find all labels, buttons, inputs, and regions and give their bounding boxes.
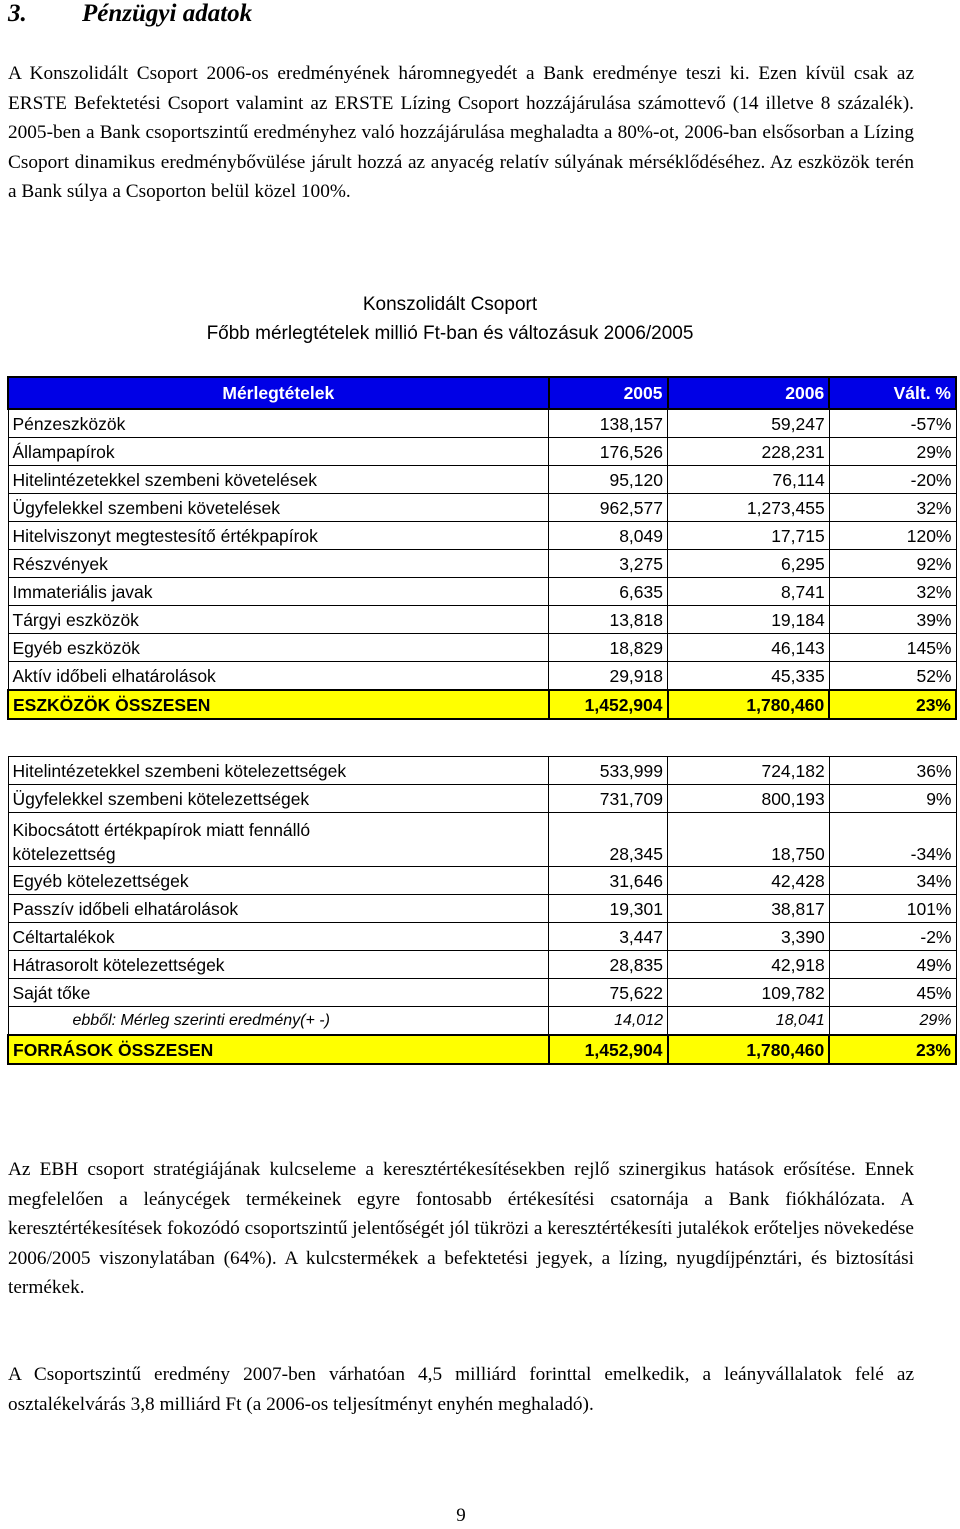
row-2006: 228,231 [668,438,830,466]
table-row [8,1007,956,1036]
row-item-line1: Kibocsátott értékpapírok miatt fennálló [12,820,311,840]
row-change: -20% [829,466,956,494]
row-change: 34% [829,867,956,895]
row-item: Hitelintézetekkel szembeni követelések [8,466,549,494]
section-number: 3. [8,0,27,27]
row-2005: 13,818 [549,606,668,634]
row-change: 92% [829,550,956,578]
row-2005: 962,577 [549,494,668,522]
row-2005: 138,157 [549,409,668,438]
row-item: ebből: Mérleg szerinti eredmény(+ -) [8,1007,549,1036]
table-row [8,466,956,494]
table-title: Konszolidált Csoport [362,294,538,315]
row-2005: 176,526 [549,438,668,466]
row-2006: 3,390 [668,923,830,951]
table-row [8,785,956,813]
row-item: Hitelviszonyt megtestesítő értékpapírok [8,522,549,550]
total-item: ESZKÖZÖK ÖSSZESEN [8,690,549,719]
table-row [8,813,956,867]
table-row [8,494,956,522]
row-2006: 800,193 [668,785,830,813]
row-change: -2% [829,923,956,951]
row-2005: 75,622 [549,979,668,1007]
assets-table [7,376,957,720]
row-2005: 19,301 [549,895,668,923]
row-item: Ügyfelekkel szembeni követelések [8,494,549,522]
row-2005: 28,345 [549,813,668,867]
row-2005: 95,120 [549,466,668,494]
row-item: Tárgyi eszközök [8,606,549,634]
row-item: Pénzeszközök [8,409,549,438]
table-row [8,409,956,438]
intro-paragraph: A Konszolidált Csoport 2006-os eredményének háromnegyedét a Bank eredménye teszi ki. Ezen kívül csak az ERSTE Befektetési Csoport valamint az ERSTE Lízing Csoport hozzájárulása számottevő (14 illetve 8 százalék). 2005-ben a Bank csoportszintű eredményhez való hozzájárulása meghaladta a 80%-ot, 2006-ban elsősorban a Lízing Csoport dinamikus eredménybővülése járult hozzá az anyacég relatív súlyának mérséklődéséhez. Az eszközök terén a Bank súlya a Csoporton belül közel 100%. [8,63,914,202]
liabilities-table [7,756,957,1065]
total-change: 23% [829,690,956,719]
header-2006: 2006 [668,377,830,409]
row-2006: 18,041 [668,1007,830,1036]
row-change: 9% [829,785,956,813]
total-2006: 1,780,460 [668,1035,830,1064]
row-2005: 31,646 [549,867,668,895]
table-row [8,606,956,634]
row-change: 29% [829,1007,956,1036]
liabilities-total-row [8,1035,956,1064]
header-item: Mérlegtételek [8,377,549,409]
row-2006: 18,750 [668,813,830,867]
row-2006: 8,741 [668,578,830,606]
row-change: 32% [829,494,956,522]
row-change: 45% [829,979,956,1007]
row-2005: 3,447 [549,923,668,951]
row-change: 52% [829,662,956,691]
table-row [8,757,956,785]
total-change: 23% [829,1035,956,1064]
row-item: Hátrasorolt kötelezettségek [8,951,549,979]
row-2005: 3,275 [549,550,668,578]
page-number: 9 [456,1505,466,1526]
outlook-paragraph: A Csoportszintű eredmény 2007-ben várhatóan 4,5 milliárd forinttal emelkedik, a leányvállalatok felé az osztalékelvárás 3,8 milliárd Ft (a 2006-os teljesítményt enyhén meghaladó). [8,1364,914,1415]
row-change: 32% [829,578,956,606]
header-change: Vált. % [829,377,956,409]
row-change: 29% [829,438,956,466]
row-change: 145% [829,634,956,662]
assets-total-row [8,690,956,719]
row-change: 49% [829,951,956,979]
total-2005: 1,452,904 [549,690,668,719]
row-2006: 42,428 [668,867,830,895]
table-row [8,867,956,895]
row-2005: 8,049 [549,522,668,550]
row-2006: 1,273,455 [668,494,830,522]
row-2006: 19,184 [668,606,830,634]
table-subtitle: Főbb mérlegtételek millió Ft-ban és változásuk 2006/2005 [206,323,694,344]
row-item: Részvények [8,550,549,578]
row-item-line2: kötelezettség [12,844,116,864]
row-item: Immateriális javak [8,578,549,606]
row-item: Egyéb eszközök [8,634,549,662]
table-row [8,895,956,923]
row-item: Hitelintézetekkel szembeni kötelezettségek [8,757,549,785]
row-item: Állampapírok [8,438,549,466]
row-2006: 42,918 [668,951,830,979]
total-2006: 1,780,460 [668,690,830,719]
row-item: Saját tőke [8,979,549,1007]
section-heading [8,0,252,28]
row-item: Passzív időbeli elhatárolások [8,895,549,923]
row-item: Céltartalékok [8,923,549,951]
row-item: Ügyfelekkel szembeni kötelezettségek [8,785,549,813]
row-2005: 731,709 [549,785,668,813]
table-row [8,923,956,951]
row-2005: 28,835 [549,951,668,979]
table-row [8,522,956,550]
row-change: 120% [829,522,956,550]
table-header-row [8,377,956,409]
row-item [8,813,549,867]
row-2006: 59,247 [668,409,830,438]
row-2006: 109,782 [668,979,830,1007]
row-2006: 45,335 [668,662,830,691]
row-2005: 533,999 [549,757,668,785]
table-row [8,951,956,979]
row-2006: 76,114 [668,466,830,494]
row-2005: 6,635 [549,578,668,606]
row-2006: 46,143 [668,634,830,662]
table-row [8,979,956,1007]
header-2005: 2005 [549,377,668,409]
row-2006: 6,295 [668,550,830,578]
row-item: Egyéb kötelezettségek [8,867,549,895]
table-row [8,634,956,662]
row-item: Aktív időbeli elhatárolások [8,662,549,691]
table-row [8,578,956,606]
row-2005: 29,918 [549,662,668,691]
total-2005: 1,452,904 [549,1035,668,1064]
row-change: 101% [829,895,956,923]
row-2005: 18,829 [549,634,668,662]
row-change: 36% [829,757,956,785]
section-title: Pénzügyi adatok [82,0,253,27]
table-row [8,550,956,578]
row-2005: 14,012 [549,1007,668,1036]
table-row [8,662,956,691]
row-2006: 17,715 [668,522,830,550]
total-item: FORRÁSOK ÖSSZESEN [8,1035,549,1064]
row-2006: 724,182 [668,757,830,785]
row-2006: 38,817 [668,895,830,923]
row-change: -57% [829,409,956,438]
table-row [8,438,956,466]
strategy-paragraph: Az EBH csoport stratégiájának kulcseleme a keresztértékesítésekben rejlő szinergikus hatások erősítése. Ennek megfelelően a leánycégek termékeinek egyre fontosabb értékesítési csatornája a Bank fiókhálózata. A keresztértékesítések fokozódó csoportszintű jelentőségét jól tükrözi a keresztértékesíti jutalékok erőteljes növekedése 2006/2005 viszonylatában (64%). A kulcstermékek a befektetési jegyek, a lízing, nyugdíjpénztári, és biztosítási termékek. [8,1159,914,1298]
row-change: 39% [829,606,956,634]
row-change: -34% [829,813,956,867]
